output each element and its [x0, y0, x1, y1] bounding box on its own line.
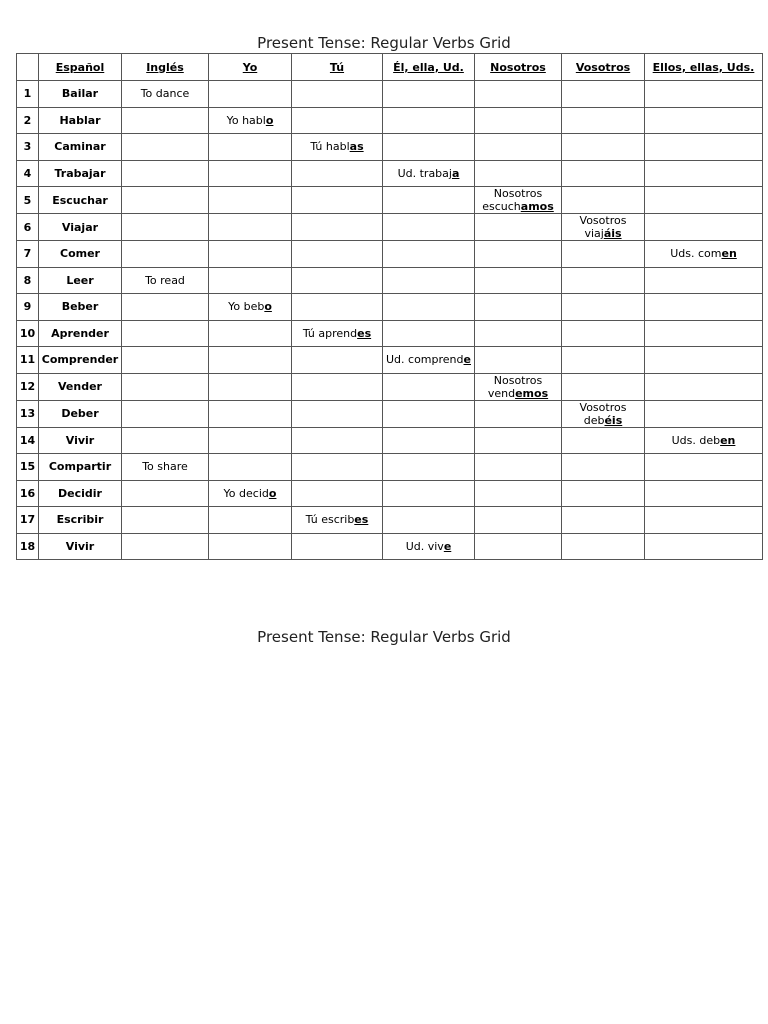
grid-cell: [383, 507, 475, 534]
row-number: 14: [17, 427, 39, 454]
grid-cell: [645, 187, 763, 214]
grid-cell: [562, 81, 645, 108]
table-row: [17, 267, 763, 294]
row-number: 6: [17, 214, 39, 241]
grid-cell: [475, 267, 562, 294]
grid-cell: [292, 533, 383, 560]
conjugation-ending: en: [721, 247, 737, 261]
grid-cell: [122, 427, 209, 454]
grid-cell: [475, 347, 562, 374]
grid-cell: [122, 241, 209, 268]
conjugation-stem: Tú habl: [310, 140, 350, 154]
grid-cell: [475, 373, 562, 400]
conjugation-stem: Ud. viv: [405, 539, 444, 553]
grid-cell: [475, 507, 562, 534]
verb-cell: Compartir: [39, 454, 122, 481]
grid-cell: [645, 373, 763, 400]
conjugation-stem: Tú aprend: [302, 326, 358, 340]
row-number: 15: [17, 454, 39, 481]
header-tu: Tú: [292, 54, 383, 81]
conjugation-ending: en: [720, 433, 736, 447]
conjugation-stem: Tú escrib: [305, 513, 355, 527]
grid-cell: [383, 187, 475, 214]
table-row: [17, 134, 763, 161]
grid-cell: [562, 267, 645, 294]
table-row: [17, 427, 763, 454]
conjugation-stem: Vosotros viaj: [579, 214, 627, 240]
grid-cell: [292, 400, 383, 427]
verb-cell: Vender: [39, 373, 122, 400]
grid-cell: [122, 81, 209, 108]
grid-cell: [122, 400, 209, 427]
grid-cell: [562, 507, 645, 534]
grid-cell: [475, 160, 562, 187]
grid-cell: [645, 533, 763, 560]
header-row: [17, 54, 763, 81]
grid-cell: [475, 400, 562, 427]
header-ellos-ellas-uds: Ellos, ellas, Uds.: [645, 54, 763, 81]
grid-cell: [209, 241, 292, 268]
grid-cell: [292, 320, 383, 347]
grid-cell: [645, 480, 763, 507]
grid-cell: [645, 347, 763, 374]
grid-cell: [209, 507, 292, 534]
table-row: [17, 320, 763, 347]
grid-cell: [562, 241, 645, 268]
grid-cell: [475, 81, 562, 108]
conjugation-ending: a: [451, 166, 460, 180]
grid-cell: [475, 241, 562, 268]
grid-cell: [292, 427, 383, 454]
grid-cell: [292, 134, 383, 161]
grid-cell: [475, 533, 562, 560]
grid-cell: [383, 454, 475, 481]
grid-cell: [122, 160, 209, 187]
grid-cell: [209, 187, 292, 214]
verb-cell: Deber: [39, 400, 122, 427]
table-row: [17, 187, 763, 214]
grid-cell: [645, 454, 763, 481]
row-number: 8: [17, 267, 39, 294]
grid-cell: [209, 134, 292, 161]
row-number: 13: [17, 400, 39, 427]
grid-cell: [209, 347, 292, 374]
grid-cell: [292, 160, 383, 187]
table-row: [17, 373, 763, 400]
grid-cell: [209, 160, 292, 187]
conjugation-stem: Vosotros deb: [579, 400, 627, 427]
grid-cell: [475, 427, 562, 454]
grid-cell: [475, 320, 562, 347]
grid-cell: [122, 187, 209, 214]
grid-cell: [292, 507, 383, 534]
grid-cell: [122, 347, 209, 374]
grid-cell: [122, 294, 209, 321]
verb-cell: Caminar: [39, 134, 122, 161]
table-row: [17, 480, 763, 507]
grid-cell: [562, 160, 645, 187]
row-number: 1: [17, 81, 39, 108]
grid-cell: [645, 427, 763, 454]
table-row: [17, 160, 763, 187]
grid-cell: [122, 107, 209, 134]
grid-cell: [209, 454, 292, 481]
grid-cell: [292, 454, 383, 481]
conjugation-stem: Ud. comprend: [386, 353, 464, 367]
conjugation-ending: amos: [520, 200, 554, 213]
conjugation-ending: es: [354, 513, 369, 527]
grid-cell: [209, 81, 292, 108]
verb-cell: Trabajar: [39, 160, 122, 187]
grid-cell: [645, 134, 763, 161]
grid-cell: [475, 134, 562, 161]
table-row: [17, 507, 763, 534]
conjugation-stem: Nosotros escuch: [482, 187, 543, 213]
grid-cell: [292, 480, 383, 507]
grid-cell: [383, 81, 475, 108]
conjugation-ending: o: [265, 113, 274, 127]
grid-cell: [383, 134, 475, 161]
conjugation-stem: Uds. com: [670, 247, 722, 261]
verb-cell: Escuchar: [39, 187, 122, 214]
conjugation-stem: Nosotros vend: [487, 373, 543, 400]
grid-cell: [475, 107, 562, 134]
grid-cell: [645, 400, 763, 427]
grid-cell: [562, 214, 645, 241]
row-number: 9: [17, 294, 39, 321]
verb-cell: Comprender: [39, 347, 122, 374]
grid-cell: [645, 107, 763, 134]
verb-cell: Escribir: [39, 507, 122, 534]
table-row: [17, 81, 763, 108]
grid-cell: [562, 480, 645, 507]
verb-cell: Comer: [39, 241, 122, 268]
table-row: [17, 294, 763, 321]
grid-cell: [645, 214, 763, 241]
conjugation-ending: es: [357, 326, 372, 340]
conjugation-ending: o: [268, 486, 277, 500]
grid-cell: [383, 214, 475, 241]
grid-cell: [122, 507, 209, 534]
table-row: [17, 533, 763, 560]
row-number: 5: [17, 187, 39, 214]
grid-cell: [475, 454, 562, 481]
row-number: 17: [17, 507, 39, 534]
conjugation-stem: Yo decid: [223, 486, 269, 500]
grid-cell: [383, 107, 475, 134]
grid-cell: [383, 480, 475, 507]
grid-cell: [383, 294, 475, 321]
conjugation-ending: áis: [603, 227, 622, 240]
table-row: [17, 400, 763, 427]
grid-body: [17, 81, 763, 560]
grid-cell: [645, 507, 763, 534]
conjugation-ending: as: [349, 140, 364, 154]
grid-cell: [209, 320, 292, 347]
conjugation-stem: To dance: [140, 87, 190, 101]
grid-cell: [383, 427, 475, 454]
grid-cell: [122, 134, 209, 161]
grid-cell: [292, 107, 383, 134]
conjugation-ending: o: [264, 300, 272, 314]
grid-cell: [292, 214, 383, 241]
header-ingles: Inglés: [122, 54, 209, 81]
grid-cell: [292, 373, 383, 400]
grid-cell: [562, 533, 645, 560]
verb-cell: Hablar: [39, 107, 122, 134]
grid-cell: [475, 294, 562, 321]
verb-cell: Decidir: [39, 480, 122, 507]
grid-cell: [562, 400, 645, 427]
table-row: [17, 107, 763, 134]
header-el-ella-ud: Él, ella, Ud.: [383, 54, 475, 81]
grid-cell: [562, 427, 645, 454]
grid-cell: [475, 480, 562, 507]
grid-cell: [475, 214, 562, 241]
grid-cell: [292, 294, 383, 321]
row-number: 18: [17, 533, 39, 560]
grid-cell: [209, 427, 292, 454]
row-number: 16: [17, 480, 39, 507]
conjugation-stem: To share: [142, 460, 188, 474]
grid-cell: [292, 81, 383, 108]
grid-cell: [122, 214, 209, 241]
grid-cell: [562, 134, 645, 161]
grid-cell: [383, 347, 475, 374]
verb-cell: Vivir: [39, 533, 122, 560]
grid-cell: [122, 373, 209, 400]
conjugation-stem: Uds. deb: [671, 433, 721, 447]
grid-cell: [292, 267, 383, 294]
table-row: [17, 454, 763, 481]
conjugation-ending: e: [443, 539, 452, 553]
conjugation-stem: Ud. trabaj: [397, 166, 452, 180]
conjugation-stem: Yo habl: [226, 113, 266, 127]
grid-cell: [122, 454, 209, 481]
grid-cell: [383, 267, 475, 294]
grid-cell: [292, 347, 383, 374]
verb-cell: Leer: [39, 267, 122, 294]
table-row: [17, 241, 763, 268]
row-number: 2: [17, 107, 39, 134]
grid-cell: [292, 241, 383, 268]
row-number: 12: [17, 373, 39, 400]
verb-cell: Vivir: [39, 427, 122, 454]
table-row: [17, 214, 763, 241]
grid-cell: [122, 480, 209, 507]
grid-cell: [645, 81, 763, 108]
grid-cell: [562, 347, 645, 374]
row-number: 10: [17, 320, 39, 347]
grid-cell: [209, 267, 292, 294]
header-espanol: Español: [39, 54, 122, 81]
grid-cell: [562, 454, 645, 481]
page-title-repeat: Present Tense: Regular Verbs Grid: [257, 628, 511, 646]
verb-cell: Beber: [39, 294, 122, 321]
row-number: 4: [17, 160, 39, 187]
grid-cell: [383, 320, 475, 347]
header-nosotros: Nosotros: [475, 54, 562, 81]
grid-cell: [122, 320, 209, 347]
grid-cell: [383, 241, 475, 268]
grid-cell: [645, 160, 763, 187]
grid-cell: [562, 320, 645, 347]
grid-cell: [562, 107, 645, 134]
header-vosotros: Vosotros: [562, 54, 645, 81]
grid-cell: [562, 373, 645, 400]
grid-cell: [209, 107, 292, 134]
grid-cell: [292, 187, 383, 214]
grid-cell: [122, 267, 209, 294]
conjugation-ending: emos: [515, 386, 549, 400]
conjugation-stem: Yo beb: [228, 300, 265, 314]
grid-cell: [209, 400, 292, 427]
grid-cell: [209, 480, 292, 507]
row-number: 11: [17, 347, 39, 374]
grid-cell: [562, 294, 645, 321]
verb-cell: Bailar: [39, 81, 122, 108]
page-title: Present Tense: Regular Verbs Grid: [257, 34, 511, 52]
grid-cell: [475, 187, 562, 214]
grid-cell: [383, 400, 475, 427]
header-number: [17, 54, 39, 81]
row-number: 3: [17, 134, 39, 161]
grid-cell: [383, 373, 475, 400]
verb-cell: Viajar: [39, 214, 122, 241]
header-yo: Yo: [209, 54, 292, 81]
conjugation-ending: e: [463, 353, 471, 367]
grid-cell: [209, 294, 292, 321]
verbs-grid: [16, 53, 763, 560]
row-number: 7: [17, 241, 39, 268]
grid-cell: [645, 241, 763, 268]
grid-cell: [383, 533, 475, 560]
grid-cell: [645, 320, 763, 347]
grid-cell: [645, 267, 763, 294]
conjugation-stem: To read: [145, 273, 185, 287]
grid-cell: [383, 160, 475, 187]
conjugation-ending: éis: [604, 413, 623, 427]
grid-cell: [209, 373, 292, 400]
grid-cell: [209, 533, 292, 560]
table-row: [17, 347, 763, 374]
verb-cell: Aprender: [39, 320, 122, 347]
grid-cell: [562, 187, 645, 214]
grid-cell: [209, 214, 292, 241]
grid-cell: [645, 294, 763, 321]
grid-cell: [122, 533, 209, 560]
